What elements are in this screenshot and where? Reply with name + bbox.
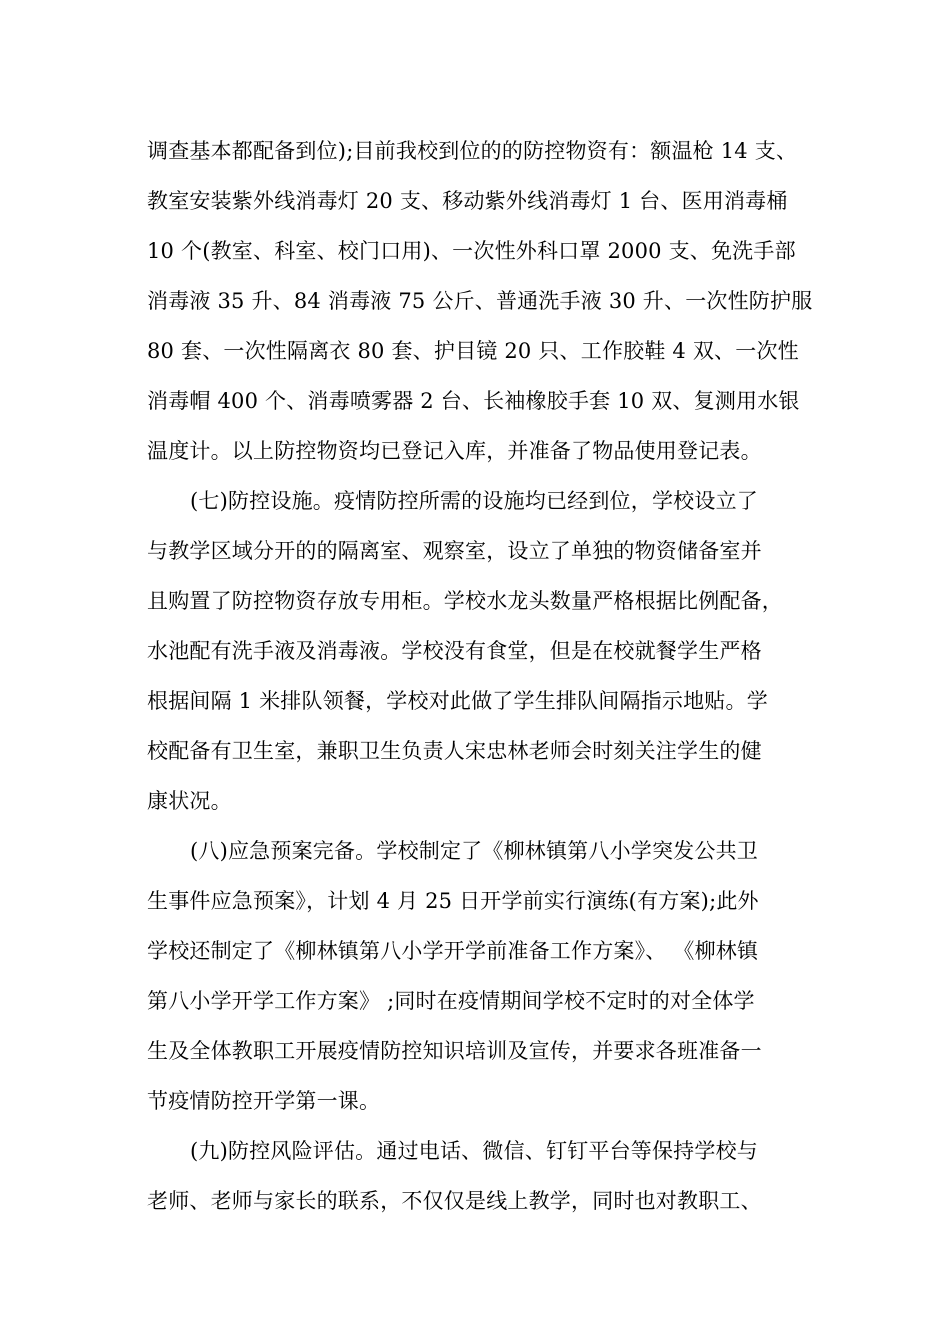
- paragraph-eight-heading-line: (八)应急预案完备。学校制定了《柳林镇第八小学突发公共卫: [190, 839, 758, 863]
- text-line: 康状况。: [147, 789, 232, 813]
- text-line: 老师、老师与家长的联系，不仅仅是线上教学，同时也对教职工、: [147, 1189, 762, 1213]
- paragraph-nine-heading-line: (九)防控风险评估。通过电话、微信、钉钉平台等保持学校与: [190, 1139, 758, 1163]
- text-line: 生及全体教职工开展疫情防控知识培训及宣传，并要求各班准备一: [147, 1039, 762, 1063]
- text-line: 第八小学开学工作方案》 ;同时在疫情期间学校不定时的对全体学: [147, 989, 755, 1013]
- text-line: 消毒液 35 升、84 消毒液 75 公斤、普通洗手液 30 升、一次性防护服: [147, 289, 813, 313]
- text-line: 节疫情防控开学第一课。: [147, 1089, 381, 1113]
- text-line: 10 个(教室、科室、校门口用)、一次性外科口罩 2000 支、免洗手部: [147, 239, 796, 263]
- text-line: 水池配有洗手液及消毒液。学校没有食堂，但是在校就餐学生严格: [147, 639, 762, 663]
- text-line: 80 套、一次性隔离衣 80 套、护目镜 20 只、工作胶鞋 4 双、一次性: [147, 339, 799, 363]
- paragraph-seven-heading-line: (七)防控设施。疫情防控所需的设施均已经到位，学校设立了: [190, 489, 758, 513]
- text-line: 学校还制定了《柳林镇第八小学开学前准备工作方案》、 《柳林镇: [147, 939, 759, 963]
- text-line: 校配备有卫生室，兼职卫生负责人宋忠林老师会时刻关注学生的健: [147, 739, 762, 763]
- text-line: 温度计。以上防控物资均已登记入库，并准备了物品使用登记表。: [147, 439, 762, 463]
- text-line: 调查基本都配备到位);目前我校到位的的防控物资有：额温枪 14 支、: [147, 139, 798, 163]
- text-line: 生事件应急预案》，计划 4 月 25 日开学前实行演练(有方案);此外: [147, 889, 759, 913]
- text-line: 与教学区域分开的的隔离室、观察室，设立了单独的物资储备室并: [147, 539, 762, 563]
- text-line: 且购置了防控物资存放专用柜。学校水龙头数量严格根据比例配备，: [147, 589, 783, 613]
- text-line: 消毒帽 400 个、消毒喷雾器 2 台、长袖橡胶手套 10 双、复测用水银: [147, 389, 800, 413]
- text-line: 根据间隔 1 米排队领餐，学校对此做了学生排队间隔指示地贴。学: [147, 689, 768, 713]
- text-line: 教室安装紫外线消毒灯 20 支、移动紫外线消毒灯 1 台、医用消毒桶: [147, 189, 788, 213]
